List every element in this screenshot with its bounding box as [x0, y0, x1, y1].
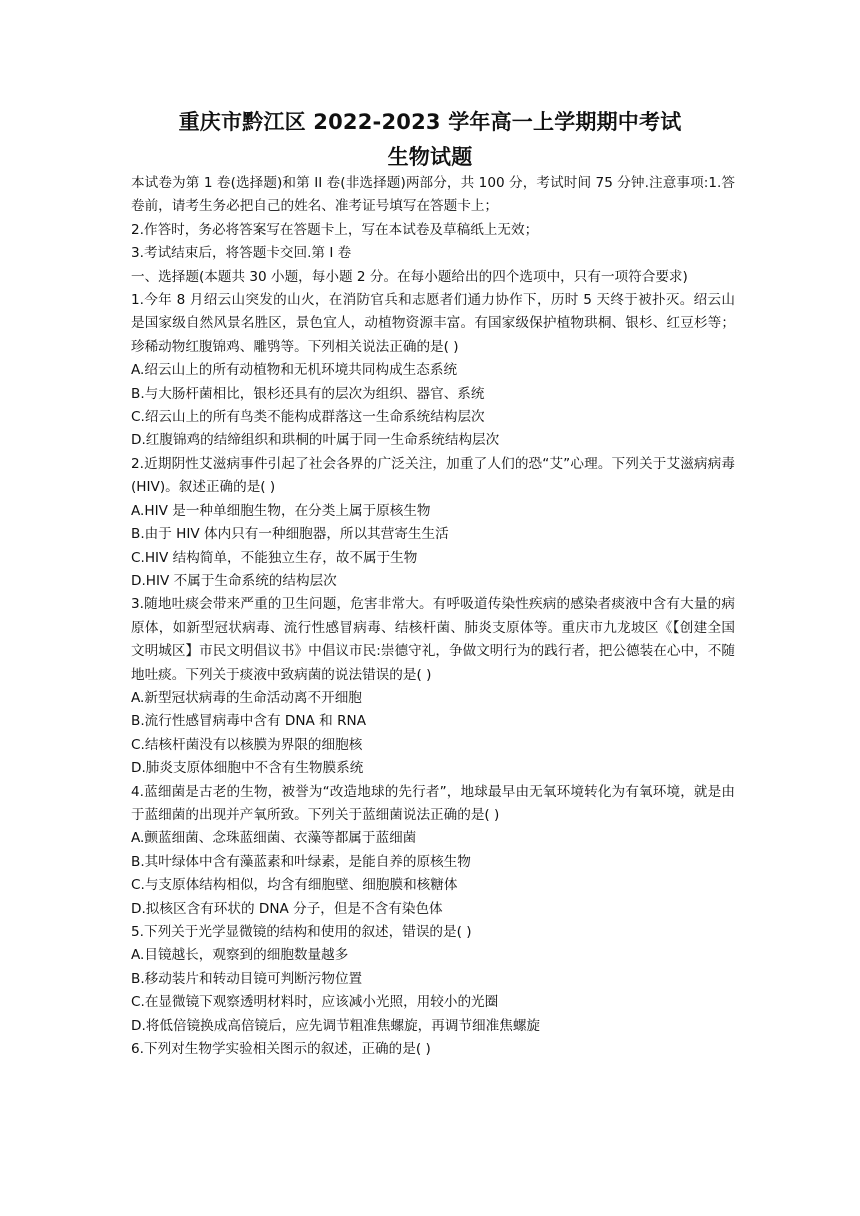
answer-option: A.绍云山上的所有动植物和无机环境共同构成生态系统	[131, 362, 458, 379]
answer-option: C.绍云山上的所有鸟类不能构成群落这一生命系统结构层次	[131, 409, 485, 426]
answer-option: B.与大肠杆菌相比，银杉还具有的层次为组织、器官、系统	[131, 385, 485, 402]
answer-option: B.移动装片和转动目镜可判断污物位置	[131, 970, 363, 987]
exam-title: 重庆市黔江区 2022-2023 学年高一上学期期中考试	[178, 110, 682, 134]
answer-option: A.HIV 是一种单细胞生物，在分类上属于原核生物	[131, 502, 431, 519]
answer-option: D.红腹锦鸡的结缔组织和珙桐的叶属于同一生命系统结构层次	[131, 432, 500, 449]
answer-option: B.流行性感冒病毒中含有 DNA 和 RNA	[131, 713, 366, 730]
answer-option: B.其叶绿体中含有藻蓝素和叶绿素，是能自养的原核生物	[131, 853, 471, 870]
exam-subtitle: 生物试题	[387, 145, 473, 169]
question-stem: 3.随地吐痰会带来严重的卫生问题，危害非常大。有呼吸道传染性疾病的感染者痰液中含有大量的病原体，如新型冠状病毒、流行性感冒病毒、结核杆菌、肺炎支原体等。重庆市九龙坡区《【创建全国文明城区】市民文明倡议书》中倡议市民:崇德守礼，争做文明行为的践行者，把公德装在心中，不随地吐痰。下列关于痰液中致病菌的说法错误的是( )	[131, 596, 735, 683]
answer-option: C.结核杆菌没有以核膜为界限的细胞核	[131, 736, 363, 753]
answer-option: A.目镜越长，观察到的细胞数量越多	[131, 947, 349, 964]
section-heading: 一、选择题(本题共 30 小题，每小题 2 分。在每小题给出的四个选项中，只有一项符合要求)	[131, 268, 688, 285]
exam-body	[131, 172, 735, 1061]
answer-option: C.在显微镜下观察透明材料时，应该减小光照，用较小的光圈	[131, 994, 499, 1011]
question-stem: 4.蓝细菌是古老的生物，被誉为“改造地球的先行者”，地球最早由无氧环境转化为有氧环境，就是由于蓝细菌的出现并产氧所致。下列关于蓝细菌说法正确的是( )	[131, 783, 735, 823]
intro-paragraph: 本试卷为第 1 卷(选择题)和第 II 卷(非选择题)两部分，共 100 分，考试时间 75 分钟.注意事项:1.答卷前，请考生务必把自己的姓名、准考证号填写在答题卡上；	[131, 175, 735, 215]
answer-option: D.HIV 不属于生命系统的结构层次	[131, 572, 337, 589]
note-item: 2.作答时，务必将答案写在答题卡上，写在本试卷及草稿纸上无效；	[131, 221, 539, 238]
question-stem: 2.近期阴性艾滋病事件引起了社会各界的广泛关注，加重了人们的恐“艾”心理。下列关于艾滋病病毒(HIV)。叙述正确的是( )	[131, 455, 735, 496]
question-stem: 6.下列对生物学实验相关图示的叙述，正确的是( )	[131, 1041, 431, 1058]
question-stem: 5.下列关于光学显微镜的结构和使用的叙述，错误的是( )	[131, 924, 472, 940]
answer-option: C.HIV 结构简单，不能独立生存，故不属于生物	[131, 549, 418, 566]
answer-option: D.肺炎支原体细胞中不含有生物膜系统	[131, 760, 364, 777]
question-stem: 1.今年 8 月绍云山突发的山火，在消防官兵和志愿者们通力协作下，历时 5 天终于被扑灭。绍云山是国家级自然风景名胜区，景色宜人，动植物资源丰富。有国家级保护植物珙桐、银杉、红豆杉等；珍稀动物红腹锦鸡、雕鸮等。下列相关说法正确的是( )	[131, 292, 735, 355]
answer-option: A.颤蓝细菌、念珠蓝细菌、衣藻等都属于蓝细菌	[131, 830, 417, 847]
answer-option: D.拟核区含有环状的 DNA 分子，但是不含有染色体	[131, 900, 443, 917]
note-item: 3.考试结束后，将答题卡交回.第 I 卷	[131, 245, 352, 262]
answer-option: B.由于 HIV 体内只有一种细胞器，所以其营寄生生活	[131, 526, 449, 543]
answer-option: A.新型冠状病毒的生命活动离不开细胞	[131, 689, 362, 706]
answer-option: C.与支原体结构相似，均含有细胞壁、细胞膜和核糖体	[131, 877, 458, 894]
answer-option: D.将低倍镜换成高倍镜后，应先调节粗准焦螺旋，再调节细准焦螺旋	[131, 1017, 541, 1034]
